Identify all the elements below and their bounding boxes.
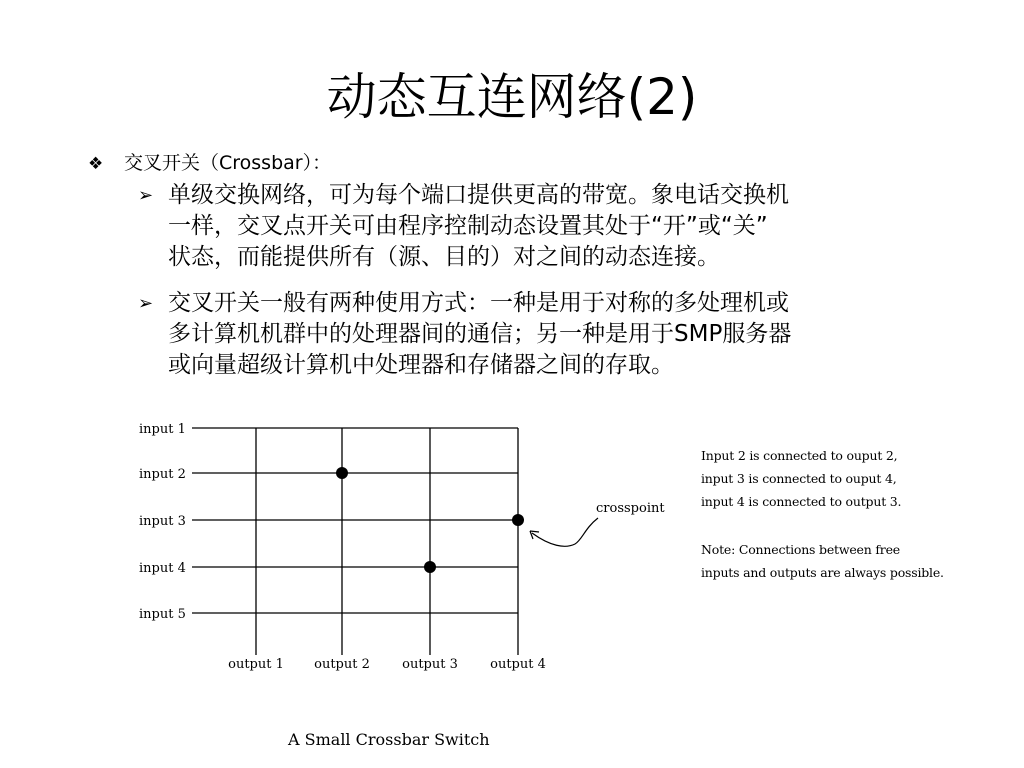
crosspoint-label: crosspoint [596,501,665,516]
sub-item-line: 交叉开关一般有两种使用方式：一种是用于对称的多处理机或 [168,290,789,316]
output-label: output 1 [228,657,284,672]
crosspoint-connection-dot [424,561,436,573]
note-line: input 4 is connected to output 3. [701,494,902,509]
note-line: input 3 is connected to ouput 4, [701,471,897,486]
crosspoint-pointer-arrow [532,518,598,546]
input-label: input 4 [139,561,186,576]
input-label: input 5 [139,607,186,622]
bullet-crossbar-text: 交叉开关（Crossbar）： [124,152,332,174]
crosspoint-connection-dot [336,467,348,479]
note-line: Note: Connections between free [701,542,900,557]
diamond-bullet-icon: ❖ [88,154,104,174]
crosspoint-connection-dot [512,514,524,526]
sub-item-line: 多计算机机群中的处理器间的通信；另一种是用于SMP服务器 [168,321,792,347]
slide-title: 动态互连网络(2) [326,68,698,126]
arrow-bullet-icon: ➢ [138,293,154,314]
sub-item-line: 单级交换网络，可为每个端口提供更高的带宽。象电话交换机 [168,182,789,208]
input-label: input 2 [139,467,186,482]
crossbar-grid [192,428,518,655]
diagram-caption: A Small Crossbar Switch [288,730,490,749]
output-label: output 2 [314,657,370,672]
note-line: Input 2 is connected to ouput 2, [701,448,898,463]
input-label: input 3 [139,514,186,529]
output-label: output 3 [402,657,458,672]
output-label: output 4 [490,657,546,672]
sub-item-line: 一样，交叉点开关可由程序控制动态设置其处于“开”或“关” [168,213,768,239]
sub-item-line: 或向量超级计算机中处理器和存储器之间的存取。 [168,352,674,378]
note-line: inputs and outputs are always possible. [701,565,944,580]
arrow-bullet-icon: ➢ [138,185,154,206]
free-connection-note [701,538,944,584]
input-label: input 1 [139,422,186,437]
connection-note [701,444,901,513]
sub-item-line: 状态，而能提供所有（源、目的）对之间的动态连接。 [168,244,720,270]
